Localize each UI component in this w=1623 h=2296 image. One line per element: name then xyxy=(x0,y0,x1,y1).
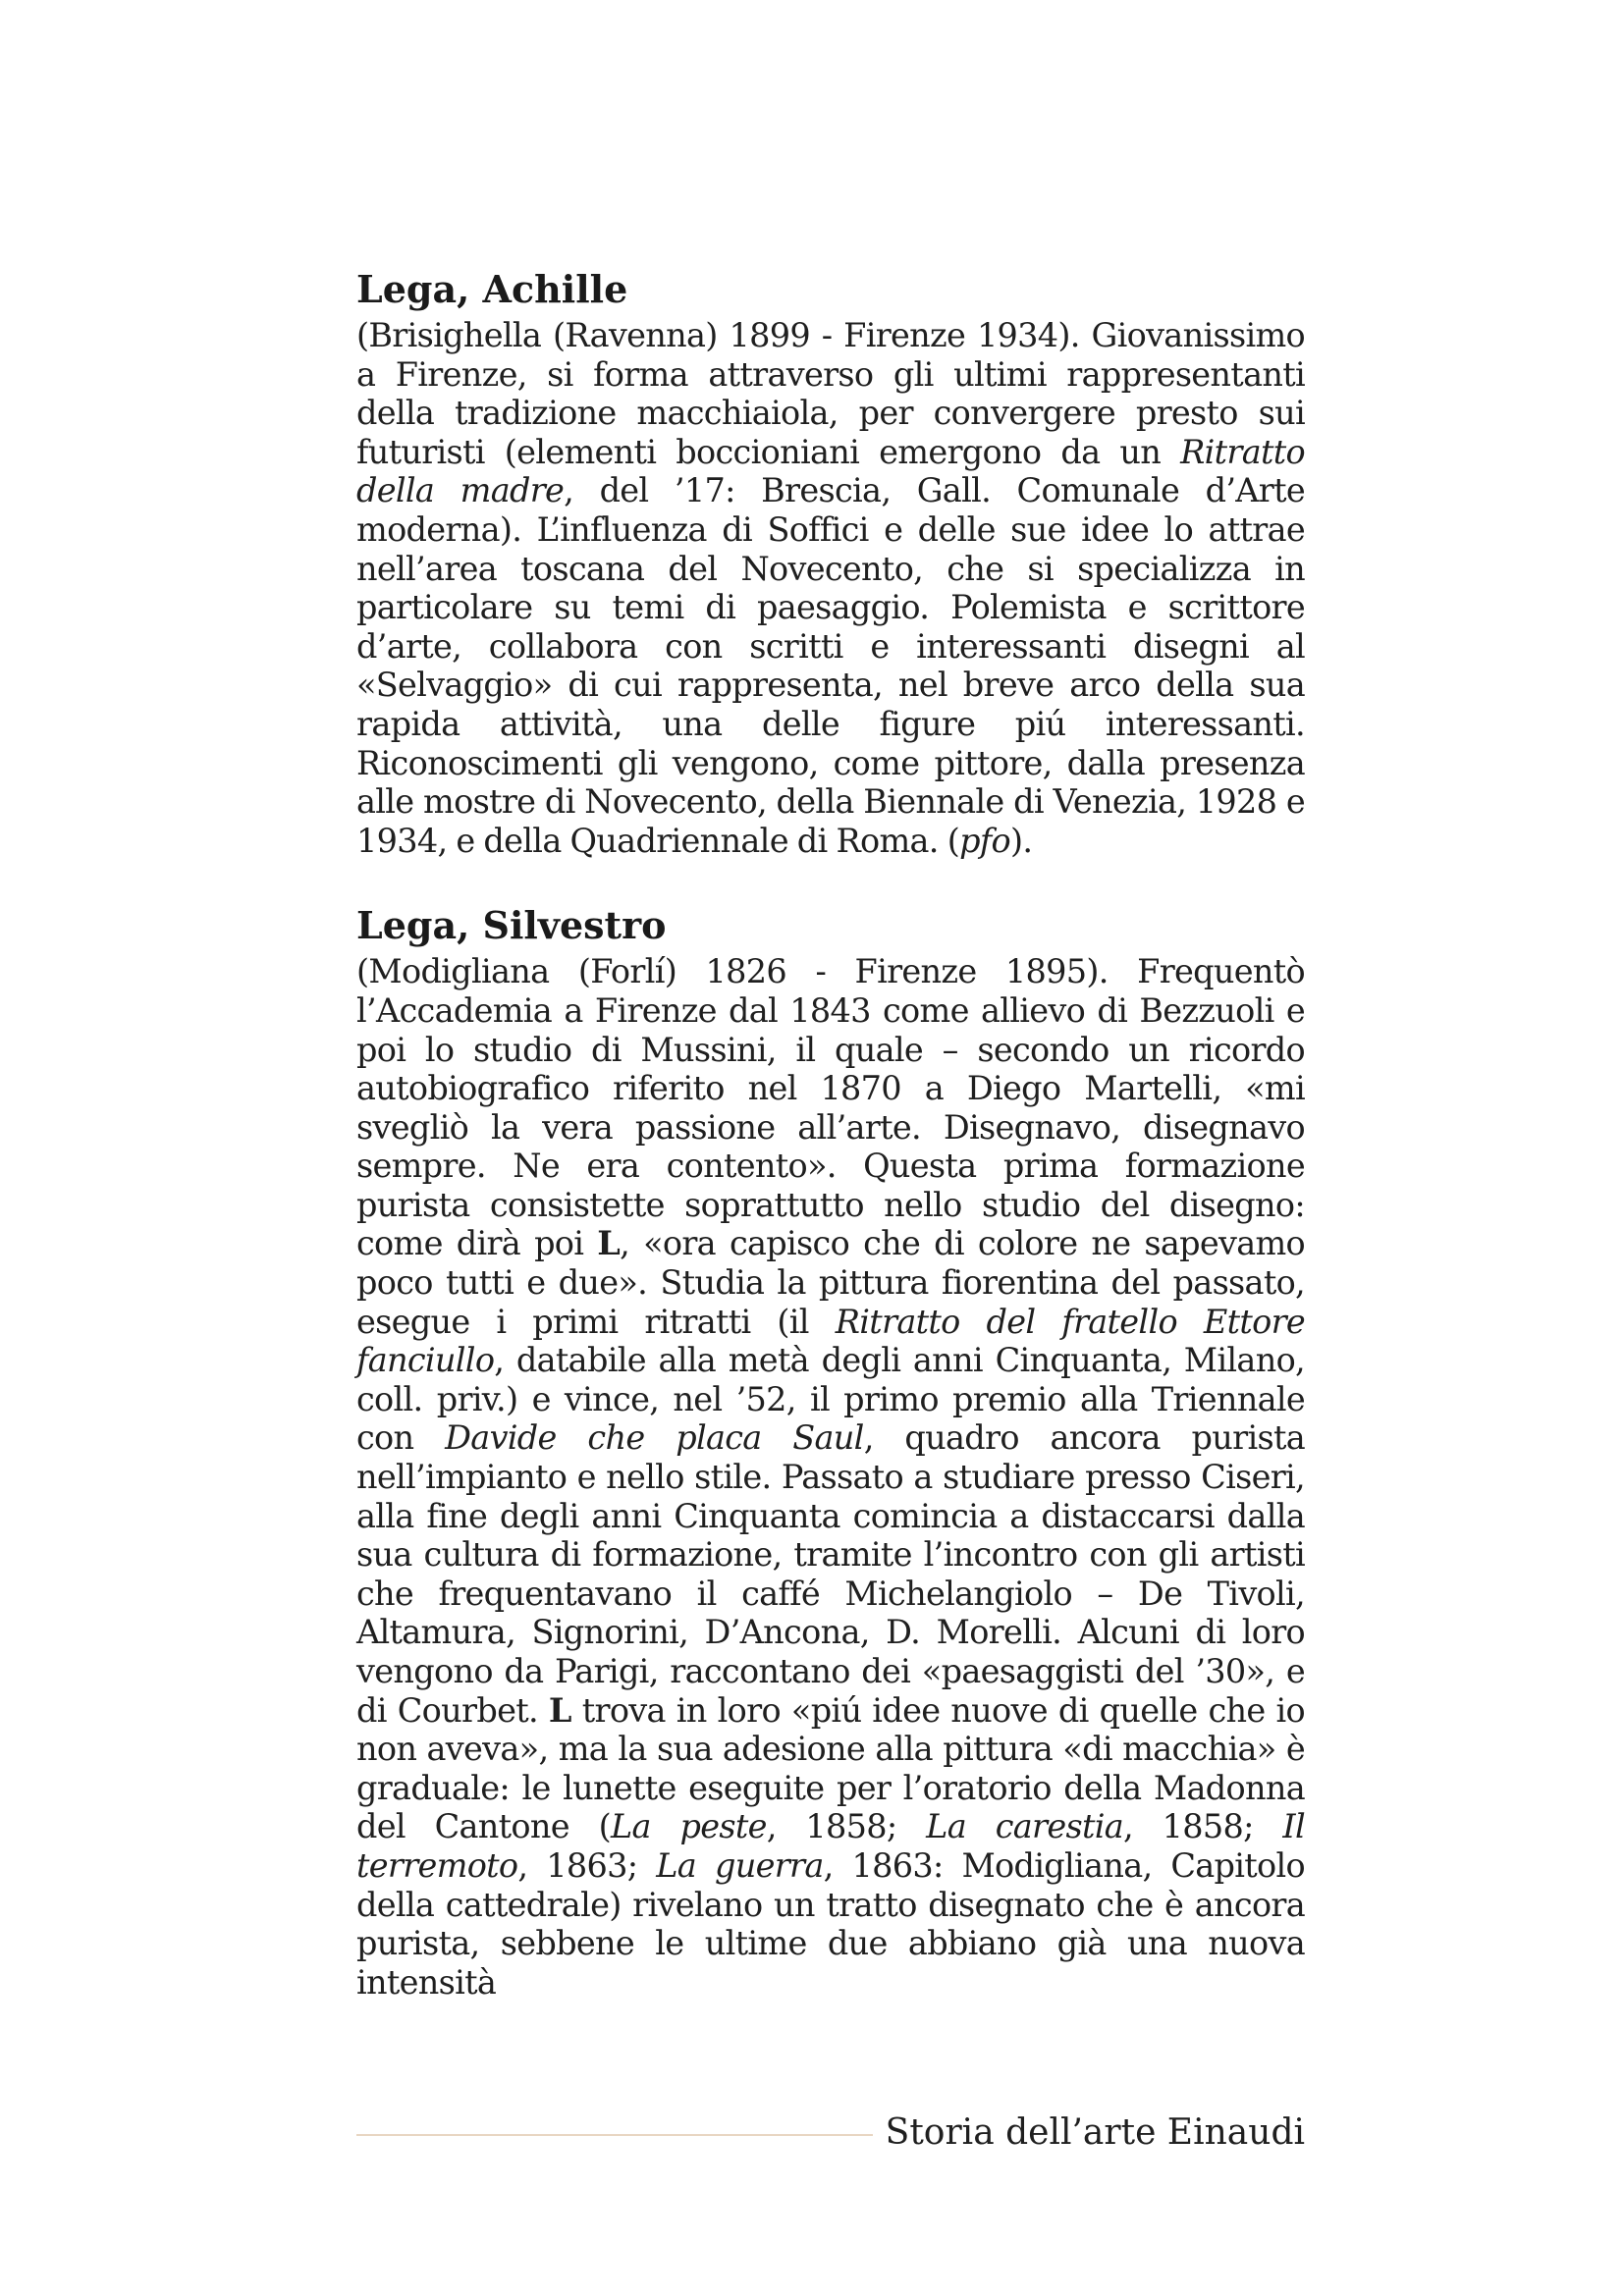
entry-text: (Modigliana (Forlí) 1826 - Firenze 1895). Frequentò l’Accademia a Firenze dal 1843 come allievo di Bezzuoli e poi lo studio di Mussini, il quale – secondo un ricordo autobiografico riferito nel 1870 a Diego Martelli, «mi svegliò la vera passione all’arte. Disegnavo, disegnavo sempre. Ne era contento». Questa prima formazione purista consistette soprattutto nello studio del disegno: come dirà poi xyxy=(356,952,1305,1263)
artwork-title: La peste xyxy=(610,1807,767,1846)
entry-text: , 1858; xyxy=(766,1807,927,1846)
entry-text: , quadro ancora purista nell’impianto e nello stile. Passato a studiare presso Ciseri, alla fine degli anni Cinquanta comincia a distaccarsi dalla sua cultura di formazione, tramite l’incontro con gli artisti che frequentavano il caffé Michelangiolo – De Tivoli, Altamura, Signorini, D’Ancona, D. Morelli. Alcuni di loro vengono da Parigi, raccontano dei «paesaggisti del ’30», e di Courbet. xyxy=(356,1418,1305,1730)
page-footer xyxy=(356,2109,1305,2158)
artwork-title: Davide che placa Saul xyxy=(445,1418,864,1458)
entry-text: , 1863; xyxy=(517,1845,657,1885)
entry-title: Lega, Silvestro xyxy=(356,903,667,948)
entry-text: , 1858; xyxy=(1123,1807,1283,1846)
entry-text: (Brisighella (Ravenna) 1899 - Firenze 1934). Giovanissimo a Firenze, si forma attraverso gli ultimi rappresentanti della tradizione macchiaiola, per convergere presto sui futuristi (elementi boccioniani emergono da un xyxy=(356,316,1305,471)
artwork-title: Il terremoto xyxy=(356,1807,1305,1885)
author-initials: pfo xyxy=(959,821,1010,860)
entry-text: ). xyxy=(1010,821,1033,860)
entry-title: Lega, Achille xyxy=(356,267,628,311)
entry-text: trova in loro «piú idee nuove di quelle che io non aveva», ma la sua adesione alla pittura «di macchia» è graduale: le lunette eseguite per l’oratorio della Madonna del Cantone ( xyxy=(356,1690,1306,1846)
artwork-title: La carestia xyxy=(926,1807,1124,1846)
entry-lega-achille xyxy=(356,265,1305,860)
artist-initial: L xyxy=(548,1690,571,1730)
page-content xyxy=(356,265,1305,2043)
entry-text: , 1863: Modigliana, Capitolo della cattedrale) rivelano un tratto disegnato che è ancora purista, sebbene le ultime due abbiano già una nuova intensità xyxy=(356,1845,1306,2002)
footer-divider xyxy=(356,2134,873,2136)
artwork-title: La guerra xyxy=(656,1845,824,1885)
entry-text: , «ora capisco che di colore ne sapevamo poco tutti e due». Studia la pittura fiorentina del passato, esegue i primi ritratti (il xyxy=(356,1224,1306,1341)
entry-lega-silvestro xyxy=(356,901,1305,2002)
entry-body xyxy=(356,316,1305,860)
entry-text: , del ’17: Brescia, Gall. Comunale d’Arte moderna). L’influenza di Soffici e delle sue idee lo attrae nell’area toscana del Novecento, che si specializza in particolare su temi di paesaggio. Polemista e scrittore d’arte, collabora con scritti e interessanti disegni al «Selvaggio» di cui rappresenta, nel breve arco della sua rapida attività, una delle figure piú interessanti. Riconoscimenti gli vengono, come pittore, dalla presenza alle mostre di Novecento, della Biennale di Venezia, 1928 e 1934, e della Quadriennale di Roma. ( xyxy=(356,471,1305,860)
entry-body xyxy=(356,952,1305,2002)
artwork-title: Ritratto del fratello Ettore fanciullo xyxy=(356,1302,1306,1380)
artwork-title: Ritratto della madre xyxy=(356,432,1305,510)
artist-initial: L xyxy=(597,1224,621,1263)
publisher-name: Storia dell’arte Einaudi xyxy=(885,2112,1305,2153)
entry-text: , databile alla metà degli anni Cinquanta, Milano, coll. priv.) e vince, nel ’52, il primo premio alla Triennale con xyxy=(356,1341,1305,1458)
